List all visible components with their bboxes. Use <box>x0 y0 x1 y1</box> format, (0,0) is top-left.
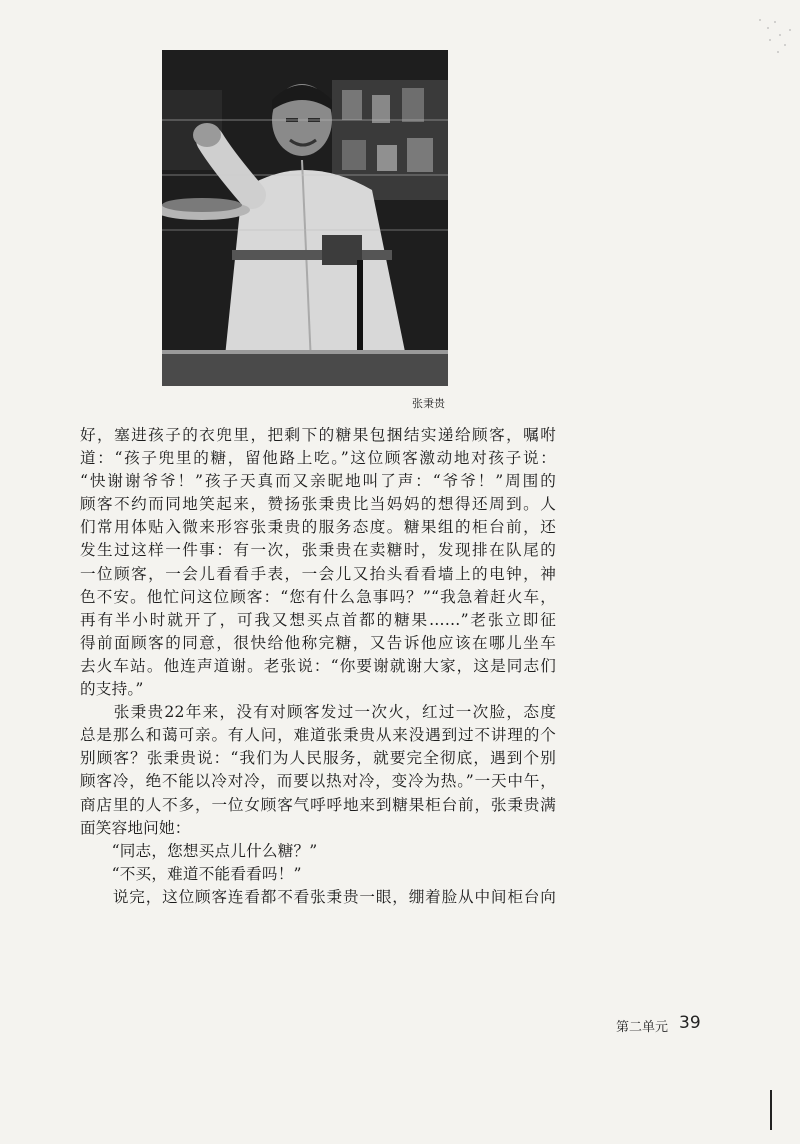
text-line: 总是那么和蔼可亲。有人问，难道张秉贵从来没遇到过不讲理的个 <box>80 726 556 745</box>
text-line: 发生过这样一件事：有一次，张秉贵在卖糖时，发现排在队尾的 <box>80 541 556 560</box>
dialogue-line: “不买，难道不能看看吗！” <box>80 864 302 883</box>
page-number: 39 <box>679 1013 701 1033</box>
text-line: 说完，这位顾客连看都不看张秉贵一眼，绷着脸从中间柜台向 <box>80 887 556 906</box>
dialogue-line: “同志，您想买点儿什么糖？” <box>80 841 318 860</box>
photo-image <box>162 50 448 386</box>
scan-edge-mark <box>770 1090 772 1130</box>
article-body <box>80 424 556 909</box>
text-line: 别顾客？张秉贵说：“我们为人民服务，就要完全彻底，遇到个别 <box>80 749 556 768</box>
text-line: 色不安。他忙问这位顾客：“您有什么急事吗？”“我急着赶火车， <box>80 587 556 606</box>
text-line: 顾客不约而同地笑起来，赞扬张秉贵比当妈妈的想得还周到。人 <box>80 495 556 514</box>
scan-noise-decoration <box>740 10 800 70</box>
text-line: 们常用体贴入微来形容张秉贵的服务态度。糖果组的柜台前，还 <box>80 518 556 537</box>
unit-label: 第二单元 <box>616 1020 669 1035</box>
text-line: 顾客冷，绝不能以冷对冷，而要以热对冷，变冷为热。”一天中午， <box>80 772 556 791</box>
text-line: 好，塞进孩子的衣兜里，把剩下的糖果包捆结实递给顾客，嘱咐 <box>80 426 556 444</box>
text-line: 去火车站。他连声道谢。老张说：“你要谢就谢大家，这是同志们 <box>80 656 556 675</box>
text-line: 商店里的人不多，一位女顾客气呼呼地来到糖果柜台前，张秉贵满 <box>80 795 556 814</box>
text-line: 张秉贵22年来，没有对顾客发过一次火，红过一次脸，态度 <box>80 703 556 722</box>
text-line: 面笑容地问她： <box>80 818 191 837</box>
text-line: 一位顾客，一会儿看看手表，一会儿又抬头看看墙上的电钟，神 <box>80 564 556 583</box>
text-line: 道：“孩子兜里的糖，留他路上吃。”这位顾客激动地对孩子说： <box>80 449 556 468</box>
text-line: 再有半小时就开了，可我又想买点首都的糖果……”老张立即征 <box>80 610 556 629</box>
text-line: 的支持。” <box>80 680 144 699</box>
text-line: 得前面顾客的同意，很快给他称完糖，又告诉他应该在哪儿坐车 <box>80 633 556 652</box>
text-line: “快谢谢爷爷！”孩子天真而又亲昵地叫了声：“爷爷！”周围的 <box>80 472 556 491</box>
photo-caption: 张秉贵 <box>412 397 445 410</box>
photo-zhang-binggui <box>162 50 448 386</box>
